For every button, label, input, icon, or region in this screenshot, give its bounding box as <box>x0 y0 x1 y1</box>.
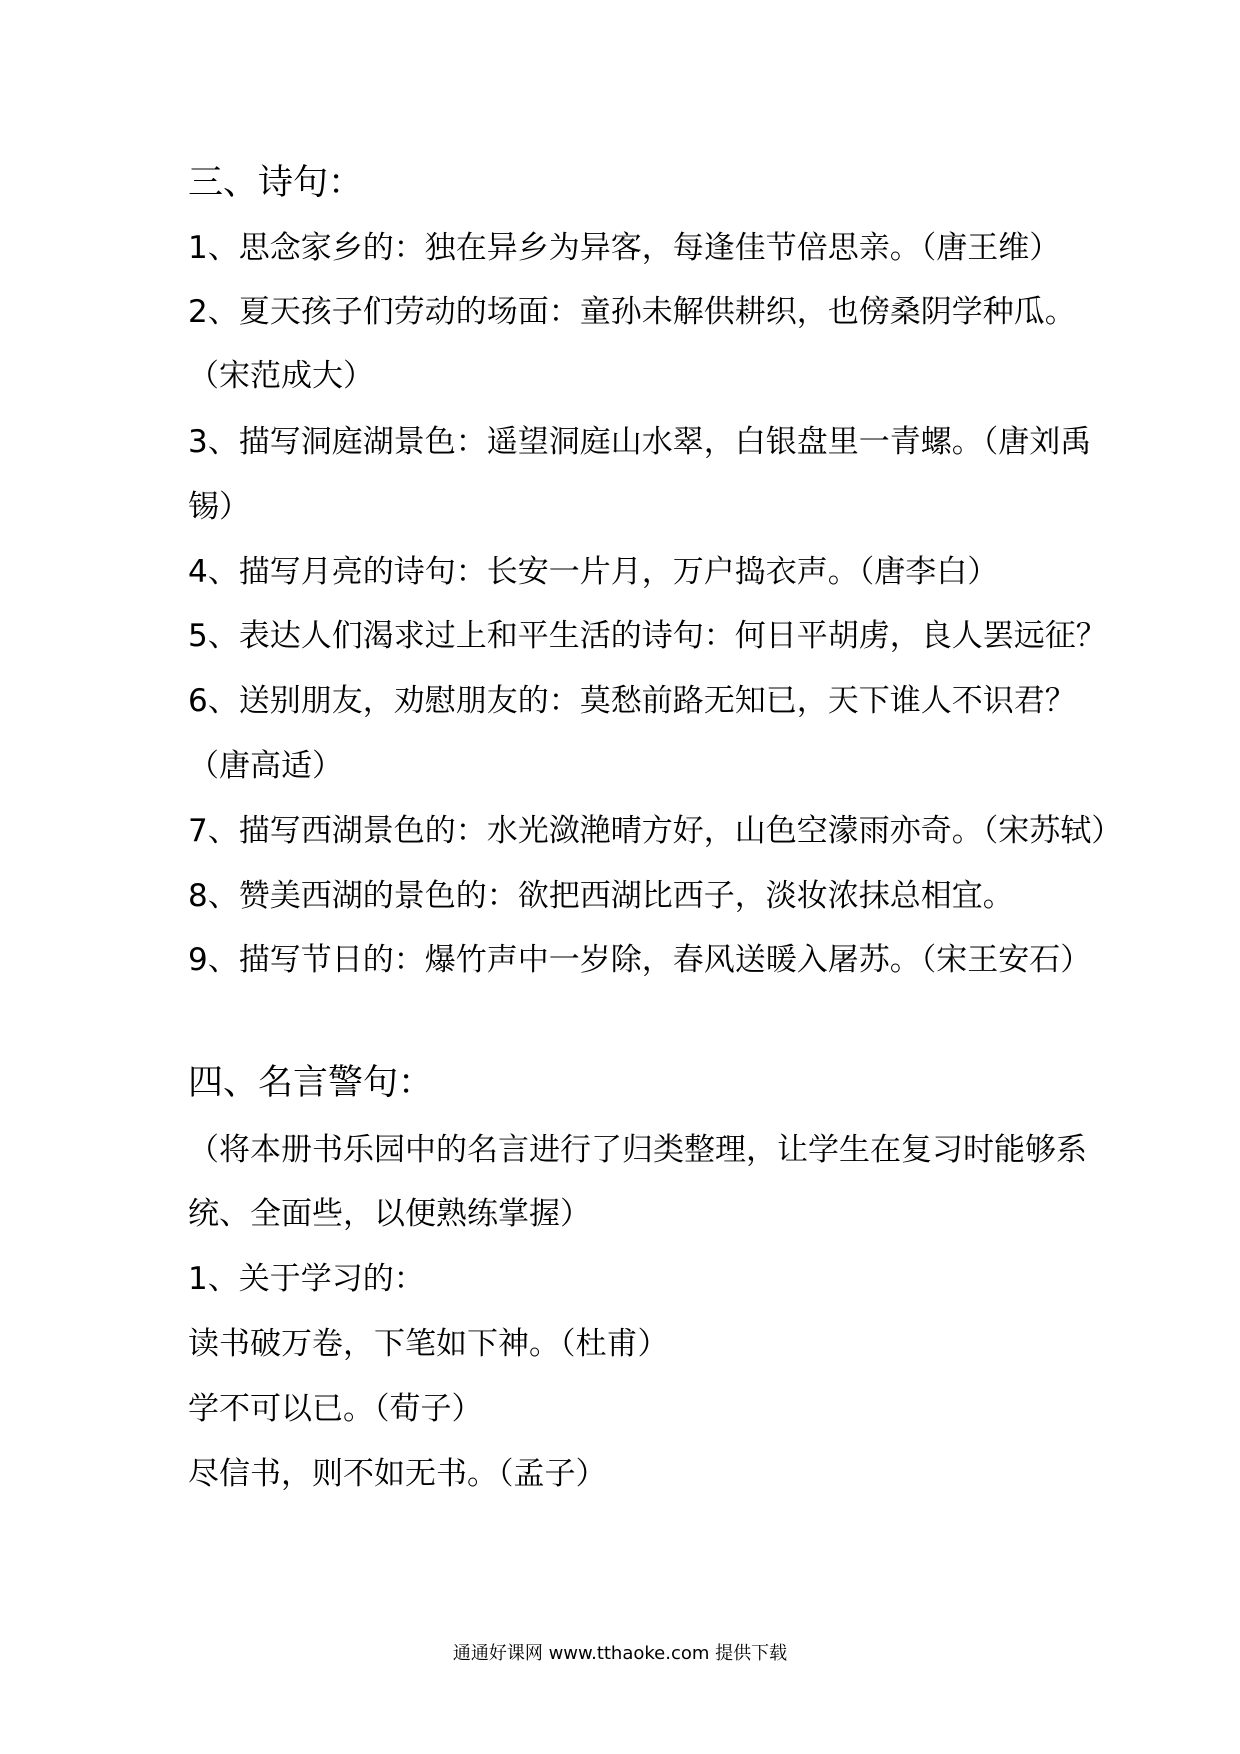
quote-line: 学不可以已。（荀子） <box>188 1391 483 1427</box>
poem-line: 5、表达人们渴求过上和平生活的诗句：何日平胡虏，良人罢远征？ <box>188 618 1107 654</box>
poem-line: 3、描写洞庭湖景色：遥望洞庭山水翠，白银盘里一青螺。（唐刘禹 <box>188 424 1092 460</box>
poem-line: 8、赞美西湖的景色的：欲把西湖比西子，淡妆浓抹总相宜。 <box>188 878 1014 914</box>
quote-line: 读书破万卷，下笔如下神。（杜甫） <box>188 1326 669 1362</box>
intro-line: （将本册书乐园中的名言进行了归类整理，让学生在复习时能够系 <box>188 1132 1087 1168</box>
poem-line: 7、描写西湖景色的：水光潋滟晴方好，山色空濛雨亦奇。（宋苏轼） <box>188 813 1123 849</box>
poem-line: 9、描写节日的：爆竹声中一岁除，春风送暖入屠苏。（宋王安石） <box>188 942 1092 978</box>
section-4-heading: 四、名言警句： <box>188 1063 434 1103</box>
poem-line: （唐高适） <box>188 748 343 784</box>
section-3-heading: 三、诗句： <box>188 163 364 203</box>
poem-line: 2、夏天孩子们劳动的场面：童孙未解供耕织，也傍桑阴学种瓜。 <box>188 294 1076 330</box>
poem-line: （宋范成大） <box>188 358 374 394</box>
poem-line: 锡） <box>188 489 250 525</box>
sub-heading: 1、关于学习的： <box>188 1261 425 1297</box>
intro-line: 统、全面些，以便熟练掌握） <box>188 1196 591 1232</box>
poem-line: 1、思念家乡的：独在异乡为异客，每逢佳节倍思亲。（唐王维） <box>188 230 1061 266</box>
poem-line: 6、送别朋友，劝慰朋友的：莫愁前路无知已，天下谁人不识君？ <box>188 683 1076 719</box>
poem-line: 4、描写月亮的诗句：长安一片月，万户捣衣声。（唐李白） <box>188 554 999 590</box>
quote-line: 尽信书，则不如无书。（孟子） <box>188 1456 607 1492</box>
page-footer: 通通好课网 www.tthaoke.com 提供下载 <box>452 1643 788 1664</box>
